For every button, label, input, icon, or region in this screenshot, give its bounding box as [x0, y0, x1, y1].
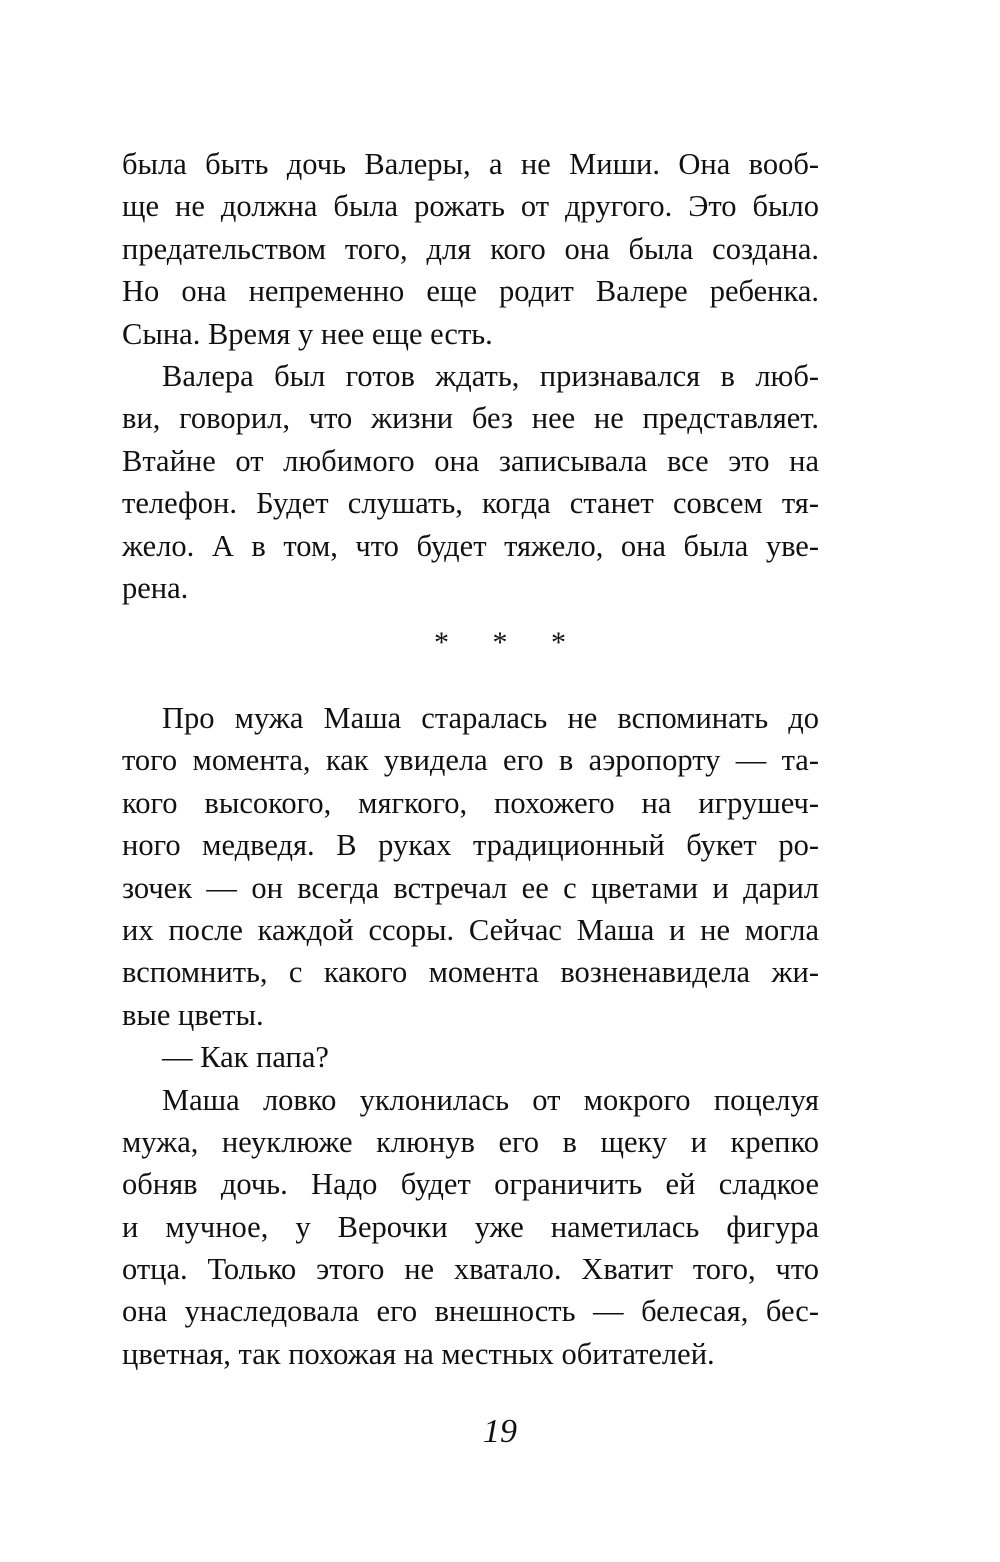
text-line: Втайне от любимого она записывала все это на: [122, 443, 819, 478]
section-separator: * * *: [434, 626, 584, 659]
text-line: вспомнить, с какого момента возненавидела жи-: [122, 955, 819, 990]
text-block-1: [122, 143, 819, 609]
text-line: кого высокого, мягкого, похожего на игрушеч-: [122, 785, 819, 820]
text-line: жело. А в том, что будет тяжело, она была уве-: [122, 528, 819, 563]
text-line: мужа, неуклюже клюнув его в щеку и крепко: [122, 1124, 819, 1159]
text-line: Валера был готов ждать, признавался в люб-: [162, 358, 819, 393]
text-line: Сына. Время у нее еще есть.: [122, 316, 493, 351]
text-line: ви, говорил, что жизни без нее не представляет.: [122, 401, 819, 436]
text-line: и мучное, у Верочки уже наметилась фигура: [122, 1209, 819, 1244]
text-line: ще не должна была рожать от другого. Это было: [122, 189, 819, 224]
text-line: вые цветы.: [122, 997, 264, 1032]
text-line: цветная, так похожая на местных обитателей.: [122, 1336, 715, 1371]
text-line: была быть дочь Валеры, а не Миши. Она вооб-: [122, 147, 819, 181]
text-line: того момента, как увидела его в аэропорту — та-: [122, 743, 819, 778]
text-line: предательством того, для кого она была создана.: [122, 231, 819, 266]
text-line: зочек — он всегда встречал ее с цветами и дарил: [122, 870, 819, 905]
page-number: 19: [483, 1413, 517, 1450]
text-line: отца. Только этого не хватало. Хватит того, что: [122, 1252, 819, 1287]
dialogue-line: — Как папа?: [162, 1040, 329, 1075]
text-line: обняв дочь. Надо будет ограничить ей сладкое: [122, 1167, 819, 1202]
text-line: Про мужа Маша старалась не вспоминать до: [162, 701, 819, 735]
text-block-2: [122, 697, 819, 1375]
text-line: ного медведя. В руках традиционный букет ро-: [122, 828, 819, 863]
text-line: Но она непременно еще родит Валере ребенка.: [122, 274, 819, 309]
text-line: рена.: [122, 570, 189, 605]
text-line: их после каждой ссоры. Сейчас Маша и не могла: [122, 912, 819, 947]
text-line: она унаследовала его внешность — белесая, бес-: [122, 1294, 819, 1329]
text-line: телефон. Будет слушать, когда станет совсем тя-: [122, 486, 819, 521]
text-line: Маша ловко уклонилась от мокрого поцелуя: [162, 1082, 819, 1117]
